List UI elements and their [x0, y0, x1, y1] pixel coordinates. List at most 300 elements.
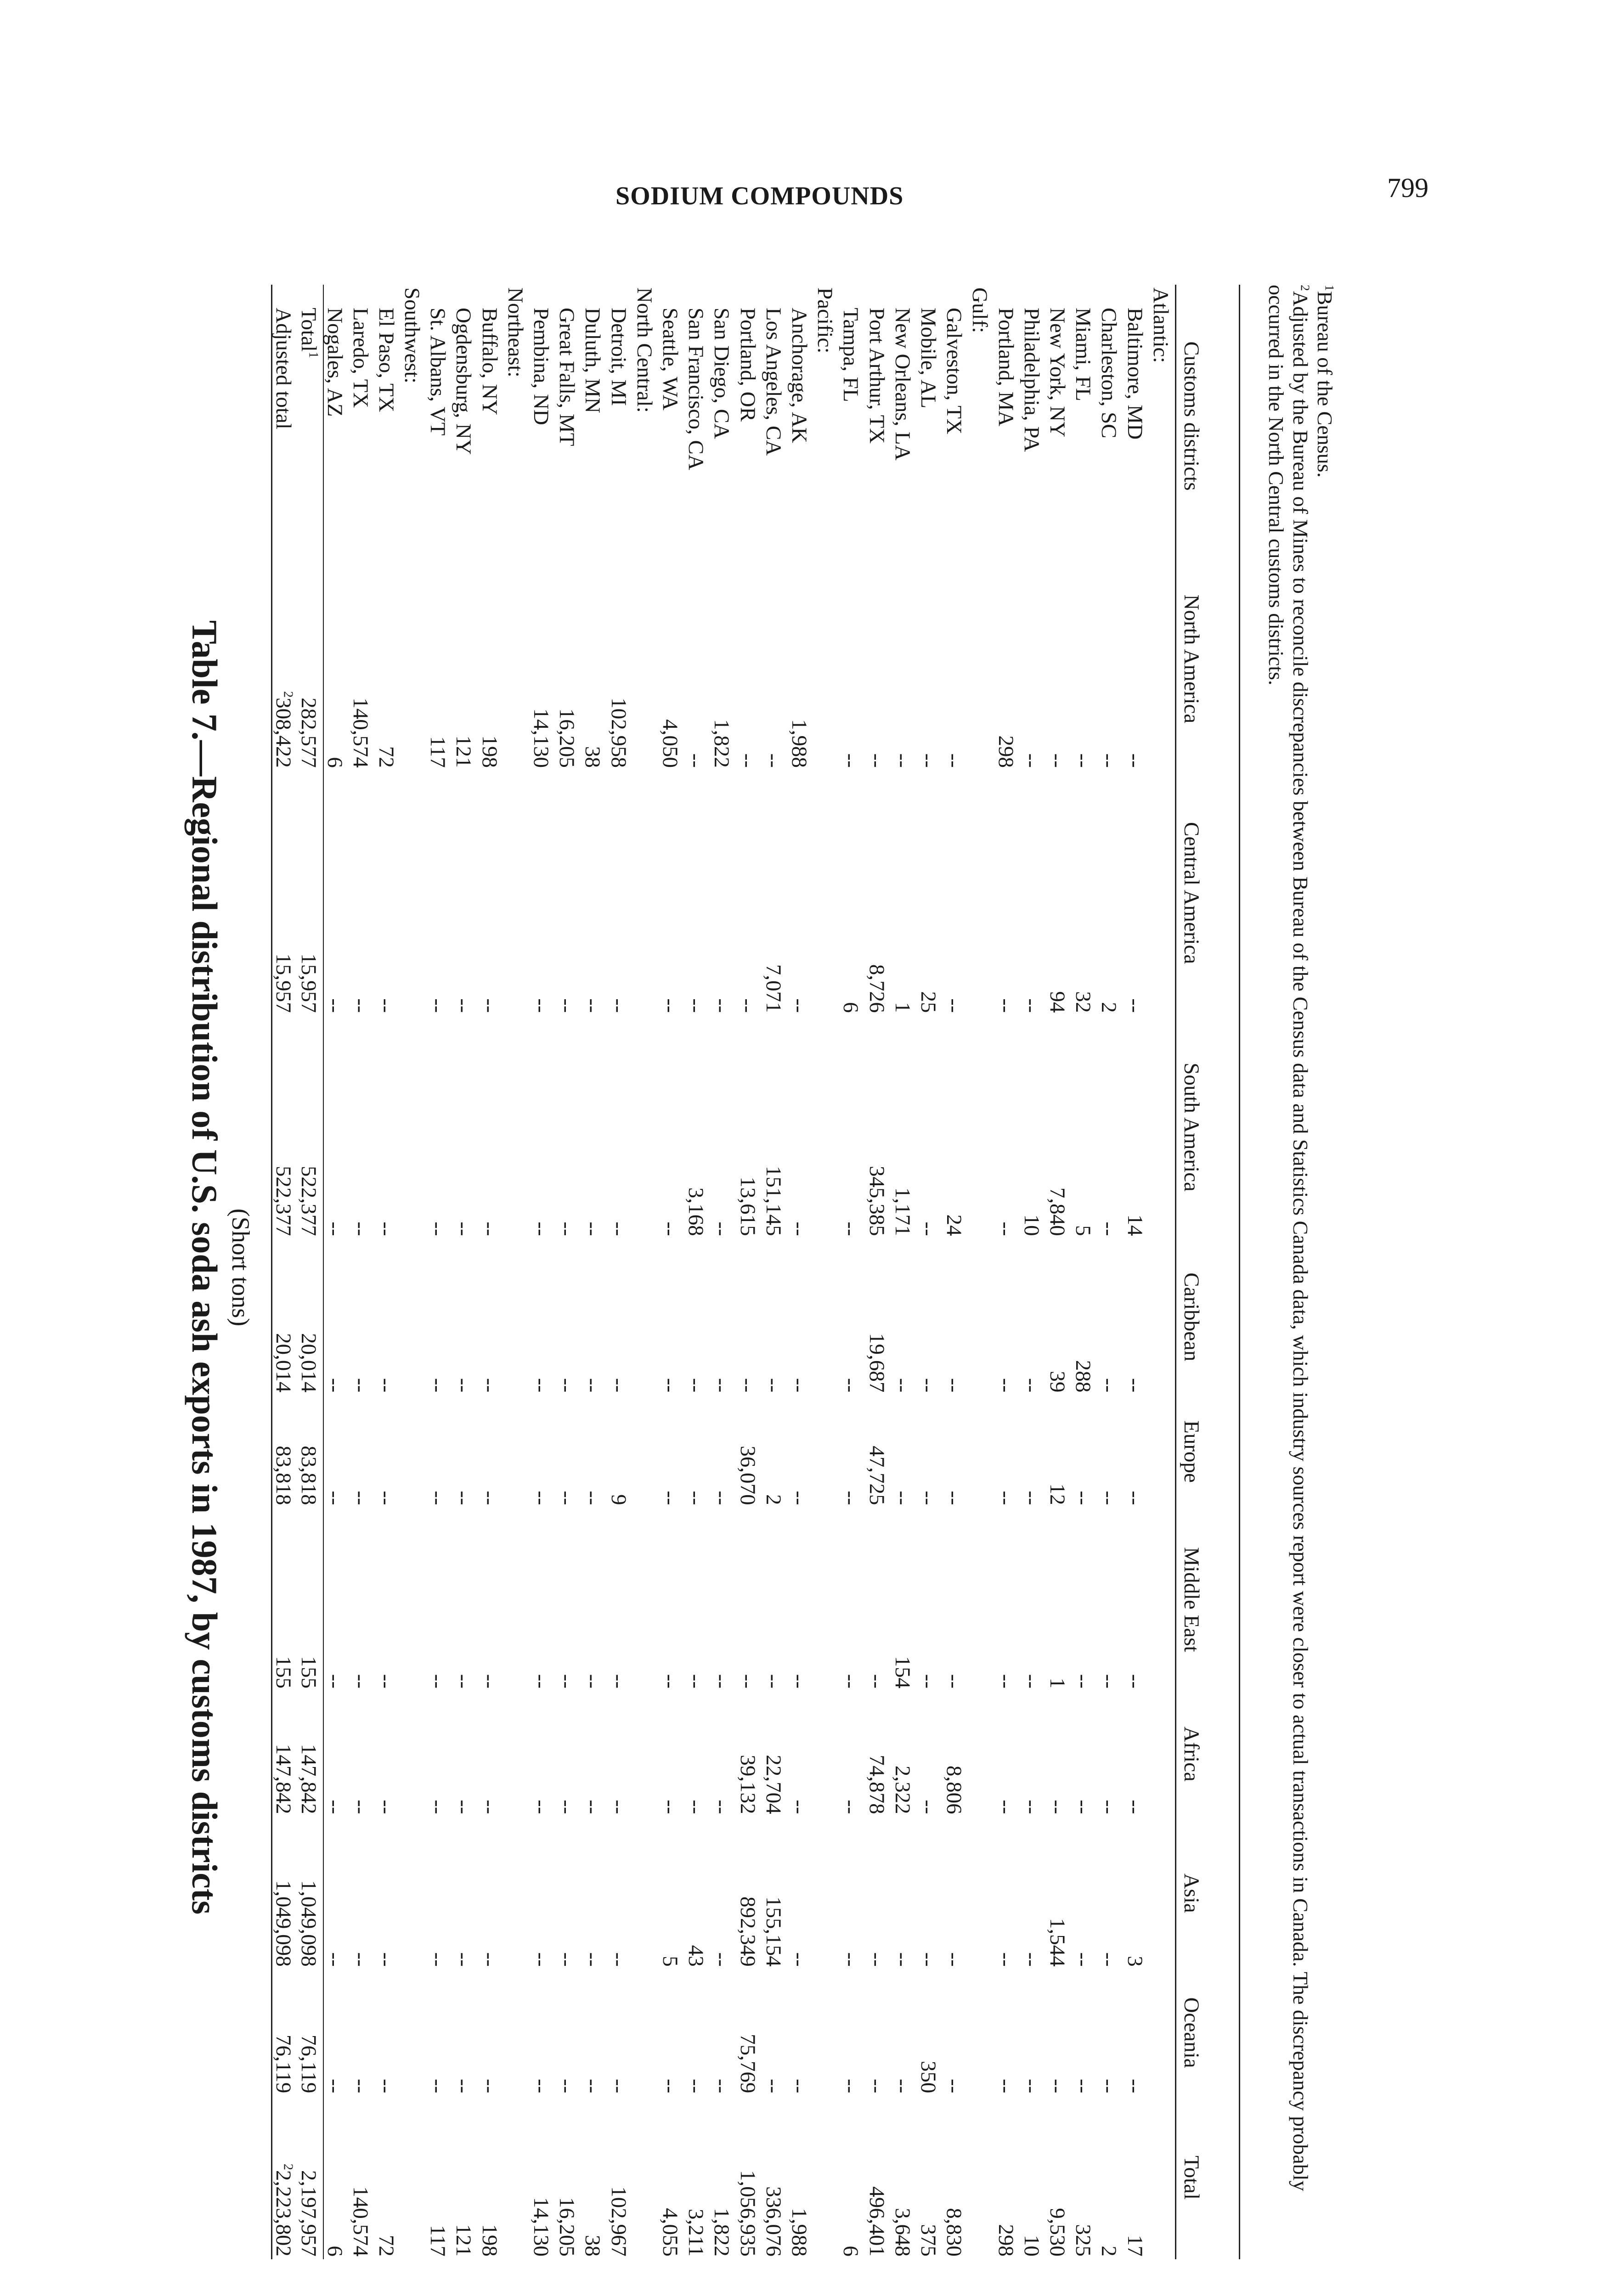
cell-value: -- [529, 1491, 553, 1505]
district-label: Galveston, TX [942, 308, 966, 434]
cell-value: -- [1045, 1800, 1070, 1814]
cell-value: 288 [1071, 1360, 1095, 1393]
cell-value: 9,530 [1045, 2208, 1070, 2257]
cell-value: -- [735, 1378, 760, 1393]
cell-value: -- [864, 1952, 889, 1967]
cell-value: -- [477, 1952, 502, 1967]
total-value: 2,197,957 [298, 2096, 323, 2259]
cell-value: -- [787, 2079, 811, 2093]
cell-value: 1,171 [890, 1187, 915, 1236]
cell-value: 3 [1123, 1956, 1147, 1967]
total-value: 282,577 [298, 547, 323, 771]
table-row [943, 285, 969, 2259]
cell-value: -- [1045, 2079, 1070, 2093]
cell-value: -- [942, 998, 966, 1013]
cell-value: 325 [1071, 2224, 1095, 2257]
cell-value: 350 [916, 2060, 941, 2093]
cell-value: 6 [323, 2245, 347, 2257]
district-label: Nogales, AZ [323, 308, 347, 417]
cell-value: 298 [994, 2224, 1018, 2257]
cell-value: 75,769 [735, 2034, 760, 2093]
cell-value: -- [761, 1378, 785, 1393]
cell-value: -- [1071, 1491, 1095, 1505]
cell-value: 3,648 [890, 2208, 915, 2257]
cell-value: -- [426, 1378, 450, 1393]
total-label-text: Total [297, 308, 321, 352]
cell-value: 94 [1045, 991, 1070, 1013]
column-header: Customs districts [1175, 285, 1239, 547]
cell-value: 7,071 [761, 964, 785, 1013]
cell-value: -- [452, 1221, 476, 1236]
total-value: 83,818 [298, 1395, 323, 1508]
cell-value: -- [555, 998, 579, 1013]
district-label: Seattle, WA [658, 308, 682, 411]
footnote-1-text: Bureau of the Census. [1313, 291, 1337, 478]
cell-value: 8,726 [864, 964, 889, 1013]
cell-value: 2 [1097, 1002, 1121, 1013]
column-header: Oceania [1175, 1970, 1239, 2096]
soda-ash-exports-table [271, 285, 1240, 2259]
total-label [298, 285, 323, 547]
total-value: 522,377 [298, 1016, 323, 1239]
adjusted-total-value [272, 1817, 298, 1970]
cell-value: -- [581, 1221, 605, 1236]
column-header: Africa [1175, 1691, 1239, 1817]
cell-value: -- [890, 1491, 915, 1505]
cell-value: -- [323, 998, 347, 1013]
table-row [1072, 285, 1098, 2259]
cell-value: 121 [452, 735, 476, 768]
table-row [452, 285, 478, 2259]
cell-value: -- [710, 998, 734, 1013]
cell-value: -- [942, 1491, 966, 1505]
cell-value: -- [1019, 1491, 1044, 1505]
cell-value: -- [710, 1800, 734, 1814]
cell-value: -- [1019, 1378, 1044, 1393]
cell-value: -- [477, 998, 502, 1013]
cell-value: 2,322 [890, 1765, 915, 1814]
cell-value: -- [1097, 1674, 1121, 1688]
cell-value: -- [323, 1800, 347, 1814]
cell-value: 13,615 [735, 1176, 760, 1236]
cell-value: -- [1071, 1674, 1095, 1688]
table-row [375, 285, 401, 2259]
cell-value: 39 [1045, 1371, 1070, 1393]
cell-value: 14,130 [529, 708, 553, 768]
cell-value: -- [452, 1491, 476, 1505]
cell-value: 5 [658, 1956, 682, 1967]
cell-value: -- [994, 1674, 1018, 1688]
cell-value: -- [916, 1491, 941, 1505]
cell-value: -- [1097, 1221, 1121, 1236]
cell-value: -- [1071, 2079, 1095, 2093]
cell-value: 38 [581, 746, 605, 768]
district-label: St. Albans, VT [426, 308, 450, 436]
table-row [1098, 285, 1124, 2259]
footnote-ref: 1 [306, 351, 321, 358]
cell-value: -- [452, 998, 476, 1013]
cell-value: -- [452, 1800, 476, 1814]
cell-value: 47,725 [864, 1446, 889, 1505]
cell-value: -- [426, 2079, 450, 2093]
column-header: South America [1175, 1016, 1239, 1239]
cell-value: -- [477, 2079, 502, 2093]
section-label: Northeast: [503, 287, 527, 377]
adjusted-total-value [272, 2096, 298, 2259]
cell-value: -- [864, 753, 889, 768]
cell-value: 16,205 [555, 2197, 579, 2257]
cell-value: -- [787, 1674, 811, 1688]
district-label: Detroit, MI [606, 308, 631, 406]
district-label: Los Angeles, CA [761, 308, 785, 456]
cell-value: 6 [839, 2245, 863, 2257]
cell-value: -- [323, 1491, 347, 1505]
cell-value: -- [1123, 1491, 1147, 1505]
cell-value: -- [994, 1491, 1018, 1505]
cell-value: 43 [684, 1945, 708, 1967]
adjusted-total-number: 76,119 [271, 2034, 295, 2093]
cell-value: -- [374, 2079, 398, 2093]
cell-value: -- [1019, 1674, 1044, 1688]
cell-value: -- [761, 1674, 785, 1688]
adjusted-total-value [272, 1508, 298, 1691]
column-header: Middle East [1175, 1508, 1239, 1691]
cell-value: -- [529, 1800, 553, 1814]
cell-value: -- [839, 1800, 863, 1814]
district-label: Port Arthur, TX [864, 308, 889, 444]
cell-value: 10 [1019, 2235, 1044, 2257]
cell-value: 140,574 [348, 698, 373, 768]
cell-value: -- [1097, 1378, 1121, 1393]
section-row [633, 285, 659, 2259]
cell-value: -- [452, 1674, 476, 1688]
cell-value: 12 [1045, 1483, 1070, 1505]
cell-value: 72 [374, 2235, 398, 2257]
cell-value: 1,822 [710, 2208, 734, 2257]
adjusted-total-number: 15,957 [271, 953, 295, 1013]
cell-value: -- [426, 1952, 450, 1967]
cell-value: -- [916, 1952, 941, 1967]
district-label: New York, NY [1045, 308, 1070, 438]
district-label: Portland, MA [994, 308, 1018, 427]
cell-value: -- [684, 1491, 708, 1505]
cell-value: 19,687 [864, 1333, 889, 1393]
cell-value: 198 [477, 2224, 502, 2257]
cell-value: -- [529, 1952, 553, 1967]
cell-value: -- [348, 1674, 373, 1688]
cell-value: -- [994, 998, 1018, 1013]
cell-value: -- [684, 1674, 708, 1688]
cell-value: -- [839, 1491, 863, 1505]
cell-value: -- [942, 1674, 966, 1688]
cell-value: -- [374, 1378, 398, 1393]
cell-value: -- [787, 1952, 811, 1967]
cell-value: -- [994, 1221, 1018, 1236]
cell-value: -- [374, 1221, 398, 1236]
cell-value: 155,154 [761, 1896, 785, 1967]
cell-value: -- [374, 998, 398, 1013]
table-row [608, 285, 633, 2259]
footnotes [1264, 285, 1337, 2259]
cell-value: 4,050 [658, 719, 682, 768]
cell-value: -- [864, 1674, 889, 1688]
cell-value: -- [606, 1221, 631, 1236]
cell-value: 102,967 [606, 2186, 631, 2257]
district-label: Charleston, SC [1097, 308, 1121, 439]
district-label: El Paso, TX [374, 308, 398, 412]
cell-value: 140,574 [348, 2186, 373, 2257]
adjusted-total-number: 20,014 [271, 1333, 295, 1393]
cell-value: -- [1045, 753, 1070, 768]
section-row [504, 285, 530, 2259]
cell-value: 7,840 [1045, 1187, 1070, 1236]
cell-value: 151,145 [761, 1165, 785, 1236]
cell-value: 298 [994, 735, 1018, 768]
cell-value: -- [581, 1674, 605, 1688]
district-label: Anchorage, AK [787, 308, 811, 443]
cell-value: -- [710, 1952, 734, 1967]
column-header: Caribbean [1175, 1239, 1239, 1396]
cell-value: -- [710, 2079, 734, 2093]
section-row [401, 285, 427, 2259]
cell-value: -- [555, 1378, 579, 1393]
adjusted-total-number: 83,818 [271, 1446, 295, 1505]
cell-value: 345,385 [864, 1165, 889, 1236]
cell-value: -- [684, 1378, 708, 1393]
cell-value: -- [787, 1800, 811, 1814]
cell-value: -- [658, 998, 682, 1013]
cell-value: -- [348, 998, 373, 1013]
cell-value: -- [348, 1491, 373, 1505]
cell-value: -- [994, 1800, 1018, 1814]
cell-value: -- [916, 1800, 941, 1814]
cell-value: 154 [890, 1656, 915, 1688]
cell-value: -- [710, 1491, 734, 1505]
adjusted-total-label: Adjusted total [272, 285, 298, 547]
cell-value: 22,704 [761, 1755, 785, 1814]
adjusted-total-row [272, 285, 298, 2259]
cell-value: -- [323, 1221, 347, 1236]
cell-value: -- [606, 1800, 631, 1814]
column-header: North America [1175, 547, 1239, 771]
footnote-2-text: Adjusted by the Bureau of Mines to reconcile discrepancies between Bureau of the Census data and Statistics Canada data, which industry sources report were closer to actual transactions in Canada. The discrepancy probably occurred in the North Central customs districts. [1265, 285, 1313, 2191]
cell-value: -- [581, 1491, 605, 1505]
cell-value: -- [839, 1221, 863, 1236]
cell-value: 102,958 [606, 698, 631, 768]
cell-value: -- [1123, 753, 1147, 768]
cell-value: -- [581, 1952, 605, 1967]
table-row [479, 285, 504, 2259]
cell-value: -- [374, 1800, 398, 1814]
table-row [788, 285, 814, 2259]
cell-value: -- [658, 1221, 682, 1236]
cell-value: -- [606, 1378, 631, 1393]
cell-value: -- [555, 1491, 579, 1505]
table-row [737, 285, 762, 2259]
adjusted-total-value [272, 1691, 298, 1817]
column-header: Total [1175, 2096, 1239, 2259]
cell-value: -- [864, 2079, 889, 2093]
district-label: San Francisco, CA [684, 308, 708, 470]
cell-value: 14 [1123, 1214, 1147, 1236]
cell-value: 1 [890, 1002, 915, 1013]
cell-value: -- [761, 2079, 785, 2093]
cell-value: 5 [1071, 1225, 1095, 1236]
cell-value: -- [606, 1952, 631, 1967]
cell-value: -- [1097, 1491, 1121, 1505]
cell-value: 4,055 [658, 2208, 682, 2257]
cell-value: 17 [1123, 2235, 1147, 2257]
cell-value: -- [1123, 2079, 1147, 2093]
cell-value: -- [477, 1221, 502, 1236]
cell-value: -- [529, 1674, 553, 1688]
cell-value: 36,070 [735, 1446, 760, 1505]
cell-value: -- [606, 1674, 631, 1688]
cell-value: -- [787, 998, 811, 1013]
cell-value: -- [1019, 2079, 1044, 2093]
cell-value: 375 [916, 2224, 941, 2257]
cell-value: 2 [761, 1494, 785, 1505]
cell-value: -- [710, 1378, 734, 1393]
cell-value: -- [1071, 753, 1095, 768]
cell-value: -- [426, 1800, 450, 1814]
footnote-ref: 2 [281, 691, 295, 698]
section-row [1150, 285, 1175, 2259]
footnote-ref: 2 [281, 2163, 295, 2170]
cell-value: 1 [1045, 1677, 1070, 1688]
cell-value: -- [942, 1952, 966, 1967]
cell-value: -- [1097, 1952, 1121, 1967]
district-label: Ogdensburg, NY [452, 308, 476, 455]
cell-value: -- [452, 1952, 476, 1967]
cell-value: -- [890, 1378, 915, 1393]
cell-value: -- [374, 1491, 398, 1505]
adjusted-total-number: 308,422 [271, 698, 295, 768]
cell-value: 72 [374, 746, 398, 768]
cell-value: 6 [839, 1002, 863, 1013]
cell-value: -- [942, 753, 966, 768]
table-subtitle: (Short tons) [227, 1208, 254, 1327]
cell-value: 32 [1071, 991, 1095, 1013]
cell-value: 496,401 [864, 2186, 889, 2257]
cell-value: 1,822 [710, 719, 734, 768]
cell-value: -- [787, 1491, 811, 1505]
district-label: Duluth, MN [581, 308, 605, 413]
adjusted-total-number: 1,049,098 [271, 1880, 295, 1967]
cell-value: -- [1019, 753, 1044, 768]
column-header: Asia [1175, 1817, 1239, 1970]
cell-value: -- [348, 1800, 373, 1814]
cell-value: -- [555, 1800, 579, 1814]
table-row [1124, 285, 1150, 2259]
adjusted-total-value [272, 1239, 298, 1396]
table-row [1021, 285, 1046, 2259]
table-row [685, 285, 711, 2259]
adjusted-total-value [272, 1395, 298, 1508]
cell-value: 121 [452, 2224, 476, 2257]
adjusted-total-value [272, 771, 298, 1016]
total-row [298, 285, 323, 2259]
cell-value: 39,132 [735, 1755, 760, 1814]
cell-value: 10 [1019, 1214, 1044, 1236]
cell-value: -- [710, 1674, 734, 1688]
cell-value: -- [1071, 1952, 1095, 1967]
adjusted-total-value [272, 547, 298, 771]
district-label: Laredo, TX [348, 308, 373, 408]
cell-value: -- [1123, 1378, 1147, 1393]
table-row [917, 285, 943, 2259]
cell-value: 3,211 [684, 2208, 708, 2257]
district-label: Pembina, ND [529, 308, 553, 425]
section-label: Southwest: [400, 287, 424, 383]
cell-value: -- [374, 1674, 398, 1688]
cell-value: 25 [916, 991, 941, 1013]
cell-value: -- [1019, 1952, 1044, 1967]
cell-value: -- [477, 1800, 502, 1814]
adjusted-total-number: 155 [271, 1656, 295, 1688]
cell-value: -- [452, 2079, 476, 2093]
cell-value: -- [426, 1491, 450, 1505]
cell-value: -- [1123, 1674, 1147, 1688]
cell-value: -- [942, 2079, 966, 2093]
district-label: Great Falls, MT [555, 308, 579, 446]
table-row [582, 285, 607, 2259]
cell-value: -- [890, 753, 915, 768]
running-head: SODIUM COMPOUNDS [616, 182, 904, 210]
cell-value: -- [839, 1952, 863, 1967]
cell-value: -- [684, 753, 708, 768]
adjusted-total-value [272, 1970, 298, 2096]
cell-value: -- [529, 1378, 553, 1393]
cell-value: -- [581, 1378, 605, 1393]
table-row [427, 285, 452, 2259]
cell-value: 6 [323, 757, 347, 768]
section-label: Atlantic: [1148, 287, 1173, 363]
table-row [1046, 285, 1072, 2259]
cell-value: 1,988 [787, 719, 811, 768]
section-label: Gulf: [968, 287, 992, 333]
cell-value: -- [735, 998, 760, 1013]
district-label: Baltimore, MD [1123, 308, 1147, 440]
cell-value: 8,830 [942, 2208, 966, 2257]
section-row [969, 285, 994, 2259]
table-row [350, 285, 375, 2259]
table-row [866, 285, 892, 2259]
cell-value: 336,076 [761, 2186, 785, 2257]
cell-value: -- [787, 1378, 811, 1393]
cell-value: -- [323, 1378, 347, 1393]
adjusted-total-number: 147,842 [271, 1744, 295, 1814]
cell-value: -- [348, 1221, 373, 1236]
cell-value: 1,056,935 [735, 2170, 760, 2257]
cell-value: -- [374, 1952, 398, 1967]
cell-value: -- [942, 1378, 966, 1393]
cell-value: -- [658, 1491, 682, 1505]
cell-value: -- [839, 753, 863, 768]
cell-value: -- [606, 998, 631, 1013]
cell-value: -- [710, 1221, 734, 1236]
cell-value: -- [761, 753, 785, 768]
cell-value: -- [529, 998, 553, 1013]
table-row [323, 285, 349, 2259]
district-label: Tampa, FL [839, 308, 863, 402]
cell-value: -- [994, 1952, 1018, 1967]
cell-value: -- [1071, 1800, 1095, 1814]
cell-value: -- [348, 1378, 373, 1393]
table-title: Table 7.—Regional distribution of U.S. soda ash exports in 1987, by customs districts [185, 620, 225, 1915]
column-header: Central America [1175, 771, 1239, 1016]
cell-value: -- [452, 1378, 476, 1393]
